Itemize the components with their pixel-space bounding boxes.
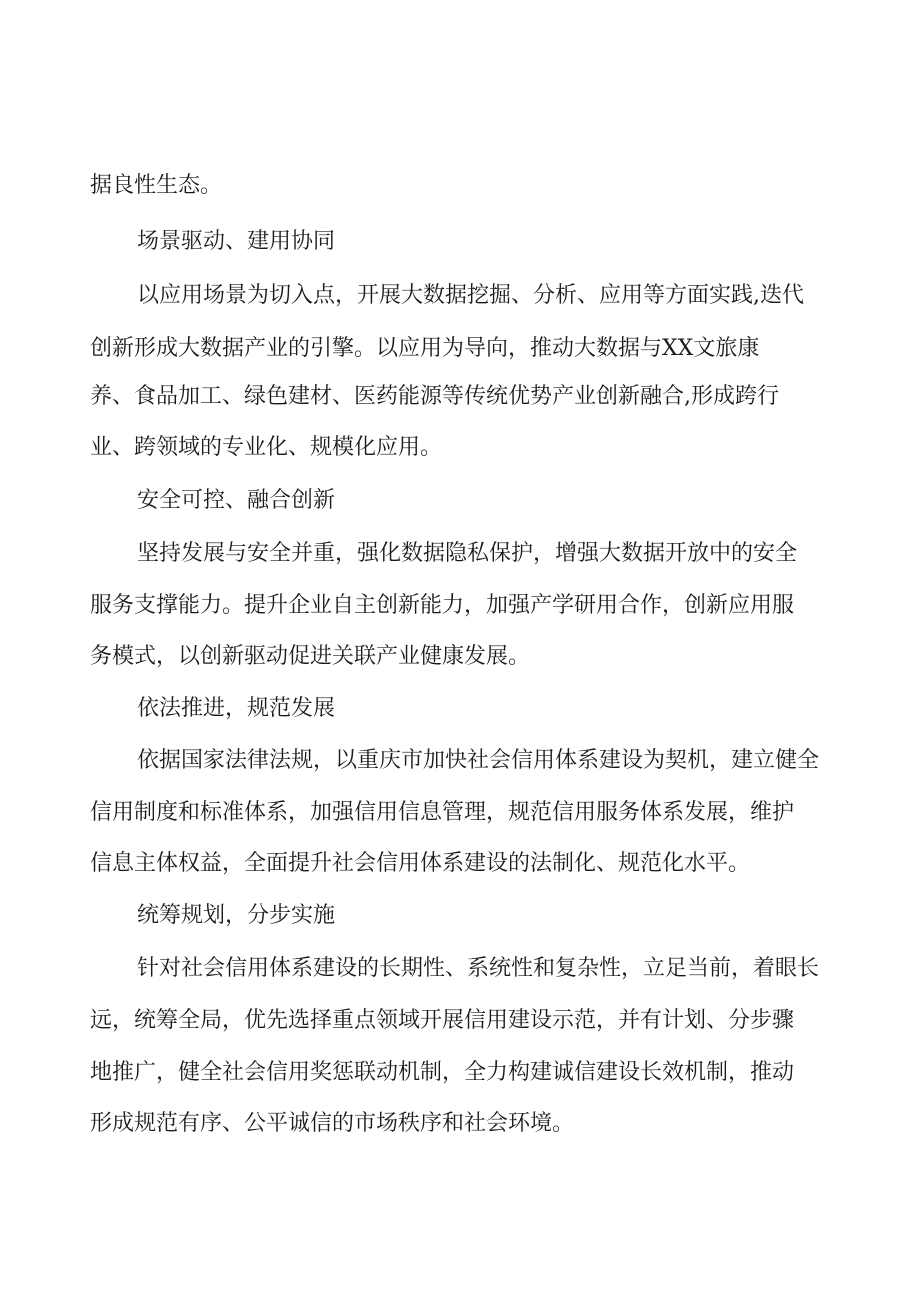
paragraph-line: 务模式，以创新驱动促进关联产业健康发展。 <box>90 644 531 669</box>
paragraph-line: 针对社会信用体系建设的长期性、系统性和复杂性，立足当前，着眼长 <box>137 956 820 981</box>
paragraph-line: 坚持发展与安全并重，强化数据隐私保护，增强大数据开放中的安全 <box>137 541 798 566</box>
paragraph-line: 形成规范有序、公平诚信的市场秩序和社会环境。 <box>90 1111 575 1136</box>
section-heading: 统筹规划，分步实施 <box>137 903 336 928</box>
paragraph-line: 以应用场景为切入点，开展大数据挖掘、分析、应用等方面实践,迭代 <box>137 283 804 308</box>
paragraph-line: 依据国家法律法规，以重庆市加快社会信用体系建设为契机，建立健全 <box>137 748 820 773</box>
paragraph-line: 地推广，健全社会信用奖惩联动机制，全力构建诚信建设长效机制，推动 <box>90 1060 795 1085</box>
paragraph-line: 创新形成大数据产业的引擎。以应用为导向，推动大数据与XX文旅康 <box>90 336 760 361</box>
paragraph-line: 信息主体权益，全面提升社会信用体系建设的法制化、规范化水平。 <box>90 851 751 876</box>
paragraph-line: 服务支撑能力。提升企业自主创新能力，加强产学研用合作，创新应用服 <box>90 593 795 618</box>
section-heading: 场景驱动、建用协同 <box>137 229 336 254</box>
paragraph-line: 业、跨领域的专业化、规模化应用。 <box>90 435 443 460</box>
section-heading: 依法推进，规范发展 <box>137 696 336 721</box>
paragraph-line: 信用制度和标准体系，加强信用信息管理，规范信用服务体系发展，维护 <box>90 800 795 825</box>
section-heading: 安全可控、融合创新 <box>137 488 336 513</box>
paragraph-line: 据良性生态。 <box>90 173 223 198</box>
paragraph-line: 养、食品加工、绿色建材、医药能源等传统优势产业创新融合,形成跨行 <box>90 384 779 409</box>
paragraph-line: 远，统筹全局，优先选择重点领域开展信用建设示范，并有计划、分步骤 <box>90 1008 795 1033</box>
